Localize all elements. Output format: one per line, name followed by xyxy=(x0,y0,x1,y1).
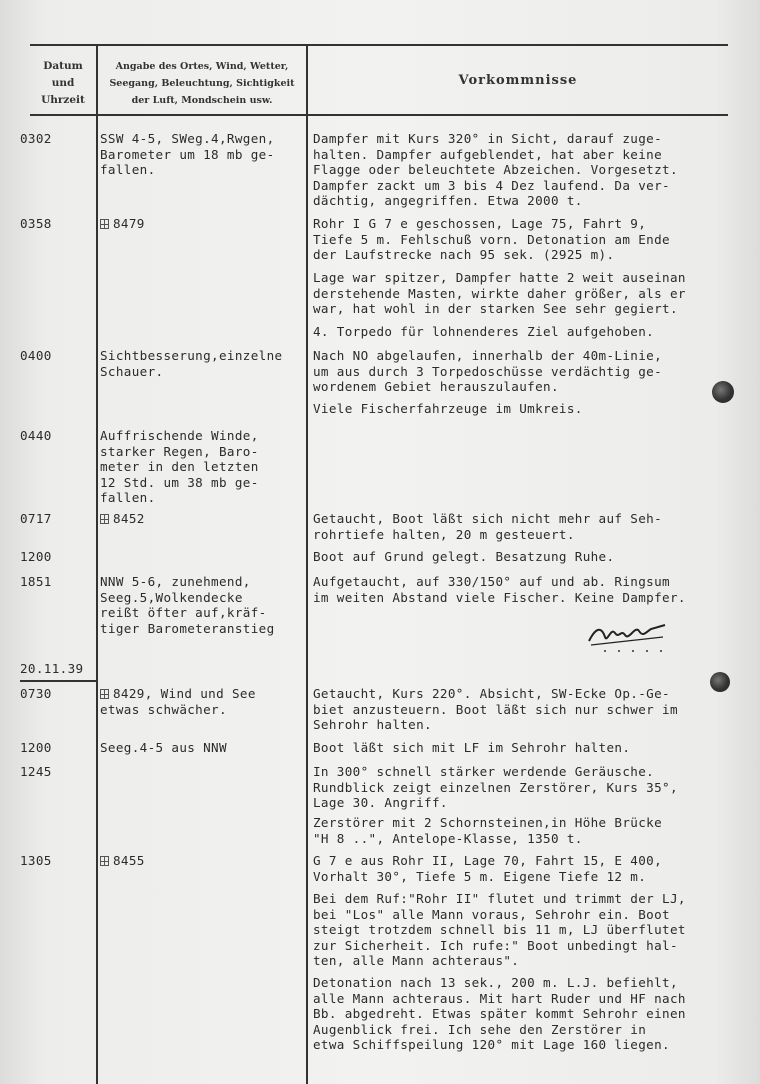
place-1305 xyxy=(100,853,145,869)
place-0730 xyxy=(100,686,256,717)
place-0358-text: 8479 xyxy=(113,216,145,231)
event-0400: Nach NO abgelaufen, innerhalb der 40m-Linie, um aus durch 3 Torpedoschüsse verdächtig ge- wordenem Gebiet herauszulaufen. xyxy=(313,348,663,394)
event-0730: Getaucht, Kurs 220°. Absicht, SW-Ecke Op.-Ge- biet anzusteuern. Boot läßt sich nur schwer im Sehrohr halten. xyxy=(313,686,678,732)
grid-square-icon xyxy=(100,219,109,229)
header-col2-line3: der Luft, Mondschein usw. xyxy=(131,95,273,106)
event-0302: Dampfer mit Kurs 320° in Sicht, darauf zuge- halten. Dampfer aufgeblendet, hat aber keine Flagge oder beleuchtete Abzeichen. Vorgesetzt. Dampfer zackt um 3 bis 4 Dez laufend. Da ver- dächtig, angegriffen. Etwa 2000 t. xyxy=(313,131,678,208)
header-col1 xyxy=(30,58,96,109)
event-zerstoerer-note: Zerstörer mit 2 Schornsteinen,in Höhe Brücke "H 8 ..", Antelope-Klasse, 1350 t. xyxy=(313,815,663,846)
place-0717-text: 8452 xyxy=(113,511,145,526)
punch-hole-upper xyxy=(712,381,734,403)
event-1200-a: Boot auf Grund gelegt. Besatzung Ruhe. xyxy=(313,549,615,564)
place-0440: Auffrischende Winde, starker Regen, Baro- meter in den letzten 12 Std. um 38 mb ge- fallen. xyxy=(100,428,259,505)
time-1851: 1851 xyxy=(20,574,52,589)
time-0440: 0440 xyxy=(20,428,52,443)
place-1200-b: Seeg.4-5 aus NNW xyxy=(100,740,227,755)
grid-square-icon xyxy=(100,689,109,699)
header-col2-line1: Angabe des Ortes, Wind, Wetter, xyxy=(115,61,289,72)
event-1305: G 7 e aus Rohr II, Lage 70, Fahrt 15, E 400, Vorhalt 30°, Tiefe 5 m. Eigene Tiefe 12 m. xyxy=(313,853,663,884)
time-0302: 0302 xyxy=(20,131,52,146)
grid-square-icon xyxy=(100,514,109,524)
header-col2 xyxy=(98,58,306,109)
time-0717: 0717 xyxy=(20,511,52,526)
grid-square-icon xyxy=(100,856,109,866)
place-0400: Sichtbesserung,einzelne Schauer. xyxy=(100,348,283,379)
place-0302: SSW 4-5, SWeg.4,Rwgen, Barometer um 18 mb ge- fallen. xyxy=(100,131,275,177)
time-1305: 1305 xyxy=(20,853,52,868)
time-0730: 0730 xyxy=(20,686,52,701)
time-1245: 1245 xyxy=(20,764,52,779)
event-1200-b: Boot läßt sich mit LF im Sehrohr halten. xyxy=(313,740,631,755)
event-1245: In 300° schnell stärker werdende Geräusche. Rundblick zeigt einzelnen Zerstörer, Kurs 35°, Lage 30. Angriff. xyxy=(313,764,678,810)
event-fischer-note: Viele Fischerfahrzeuge im Umkreis. xyxy=(313,401,583,416)
date-underline xyxy=(20,680,96,682)
event-torpedo-note: 4. Torpedo für lohnenderes Ziel aufgehoben. xyxy=(313,324,655,339)
column-divider-1 xyxy=(96,44,98,1084)
event-lage-note: Lage war spitzer, Dampfer hatte 2 weit auseinan derstehende Masten, wirkte daher größer, als er war, hat wohl in der starken See sehr gegiert. xyxy=(313,270,686,316)
header-col3: Vorkommnisse xyxy=(458,73,578,88)
time-0358: 0358 xyxy=(20,216,52,231)
column-divider-2 xyxy=(306,44,308,1084)
header-col1-line2: und xyxy=(51,77,75,89)
header-col1-line3: Uhrzeit xyxy=(41,94,85,106)
place-0358 xyxy=(100,216,145,232)
place-0730-text: 8429, Wind und See etwas schwächer. xyxy=(100,686,256,717)
place-1851: NNW 5-6, zunehmend, Seeg.5,Wolkendecke reißt öfter auf,kräf- tiger Barometeranstieg xyxy=(100,574,275,636)
event-detonation-note: Detonation nach 13 sek., 200 m. L.J. befiehlt, alle Mann achteraus. Mit hart Ruder und HF nach Bb. abgedreht. Etwas später kommt Sehrohr einen Augenblick frei. Ich sehe den Zerstörer in etwa Schiffspeilung 120° mit Lage 160 liegen. xyxy=(313,975,686,1052)
event-0358: Rohr I G 7 e geschossen, Lage 75, Fahrt 9, Tiefe 5 m. Fehlschuß vorn. Detonation am Ende der Laufstrecke nach 95 sek. (2925 m). xyxy=(313,216,670,262)
date-20-11-39: 20.11.39 xyxy=(20,661,84,676)
top-rule xyxy=(30,44,728,46)
time-0400: 0400 xyxy=(20,348,52,363)
punch-hole-lower xyxy=(710,672,730,692)
time-1200-b: 1200 xyxy=(20,740,52,755)
event-1851: Aufgetaucht, auf 330/150° auf und ab. Ringsum im weiten Abstand viele Fischer. Keine Dampfer. xyxy=(313,574,686,605)
event-0717: Getaucht, Boot läßt sich nicht mehr auf Seh- rohrtiefe halten, 20 m gesteuert. xyxy=(313,511,663,542)
header-col2-line2: Seegang, Beleuchtung, Sichtigkeit xyxy=(109,78,295,89)
time-1200-a: 1200 xyxy=(20,549,52,564)
signature xyxy=(585,615,675,655)
header-col1-line1: Datum xyxy=(43,60,83,72)
header-rule xyxy=(30,114,728,116)
event-rohr-note: Bei dem Ruf:"Rohr II" flutet und trimmt der LJ, bei "Los" alle Mann voraus, Sehrohr ein. Boot steigt trotzdem schnell bis 11 m, LJ überflutet zur Sicherheit. Ich rufe:" Boot unbedingt hal- ten, alle Mann achteraus". xyxy=(313,891,686,968)
place-1305-text: 8455 xyxy=(113,853,145,868)
place-0717 xyxy=(100,511,145,527)
